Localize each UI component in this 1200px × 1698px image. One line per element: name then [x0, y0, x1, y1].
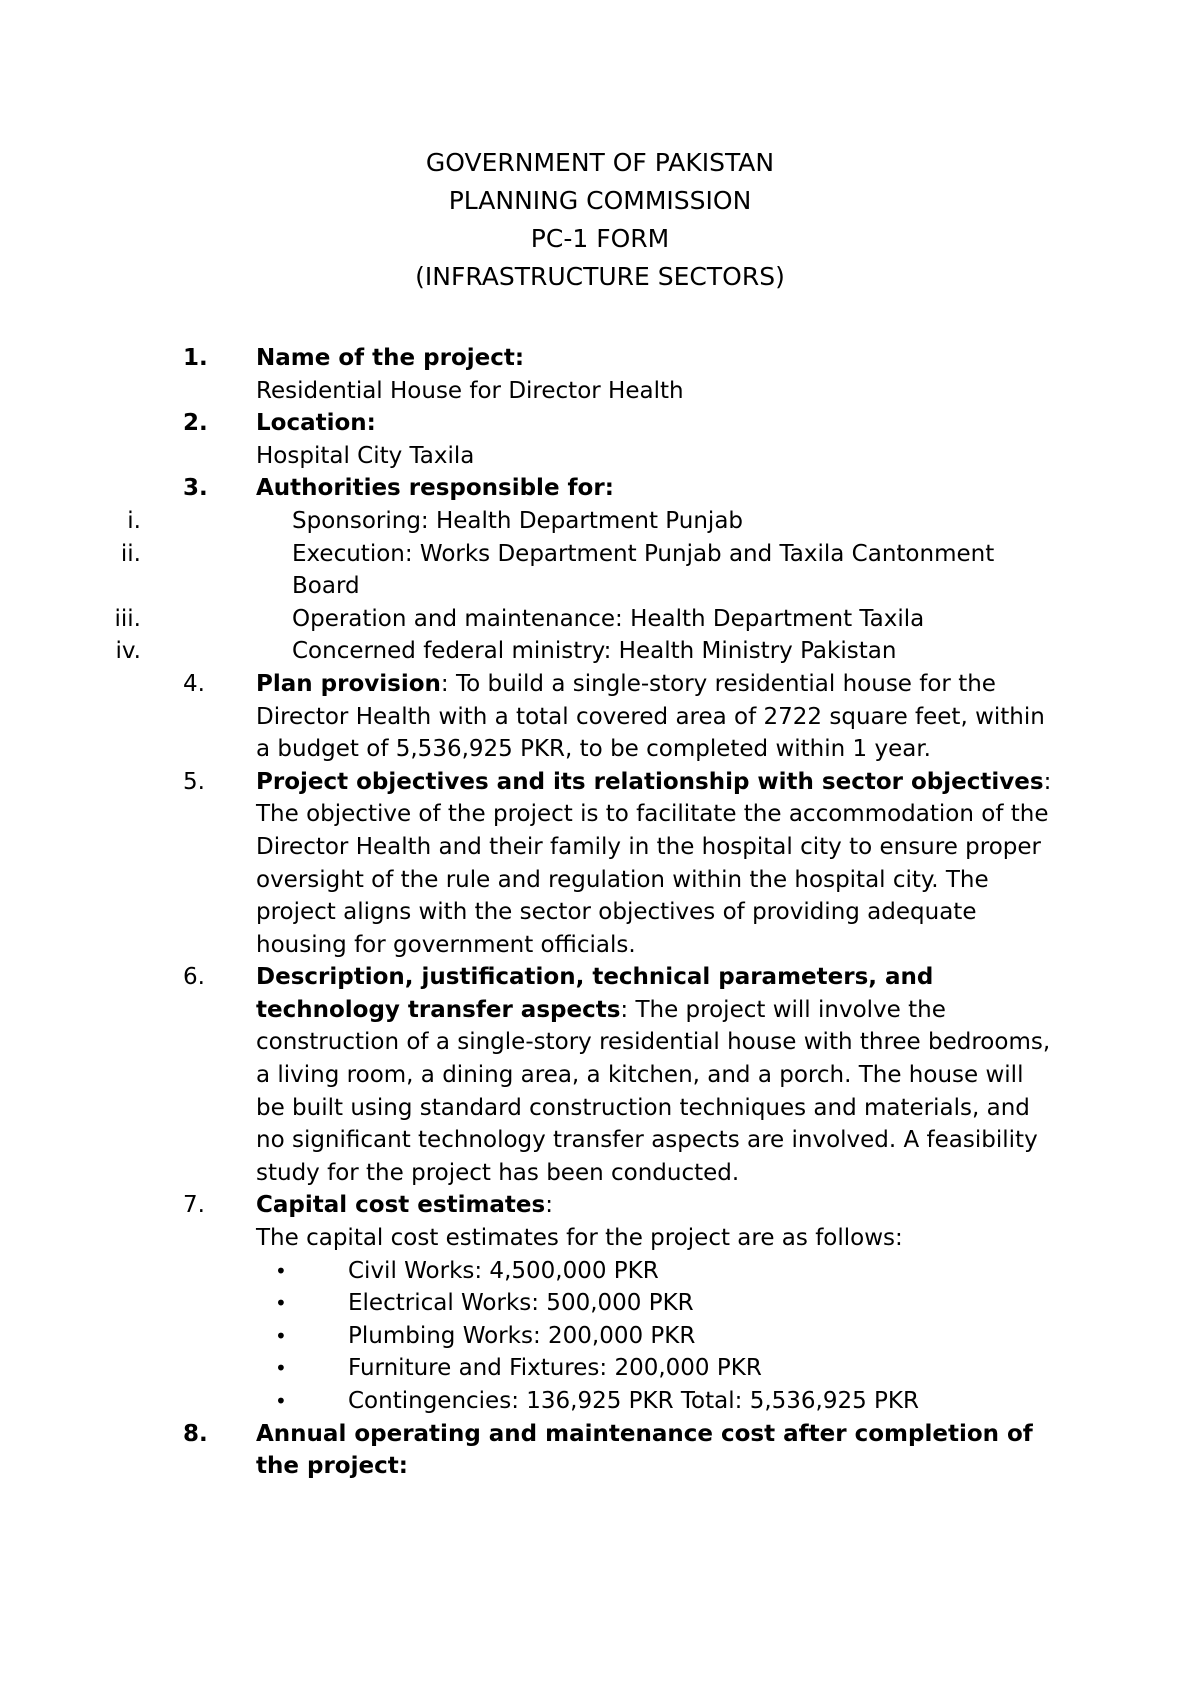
item-objectives — [0, 766, 1056, 962]
roman-numeral: iv. — [115, 638, 141, 665]
authority-text: Sponsoring: Health Department Punjab — [292, 507, 744, 534]
item-plan-provision — [0, 668, 1056, 766]
bullet-icon: • — [275, 1291, 287, 1316]
authority-text: Operation and maintenance: Health Department Taxila — [292, 605, 925, 632]
header-commission: PLANNING COMMISSION — [448, 186, 752, 215]
item-location — [0, 407, 1056, 472]
authority-text: Execution: Works Department Punjab and Taxila Cantonment Board — [292, 540, 995, 600]
item-heading: Plan provision — [256, 670, 441, 697]
cost-text: Plumbing Works: 200,000 PKR — [348, 1322, 696, 1349]
item-heading: Name of the project: — [256, 345, 525, 371]
item-description — [0, 961, 1056, 1189]
item-value: Hospital City Taxila — [256, 442, 475, 469]
item-number: 4. — [183, 670, 205, 697]
roman-numeral: ii. — [120, 540, 141, 567]
item-heading: Location: — [256, 410, 376, 437]
item-value: Residential House for Director Health — [256, 377, 684, 404]
cost-text: Furniture and Fixtures: 200,000 PKR — [348, 1355, 762, 1382]
item-text: : The project will involve the construction of a single-story residential house with three bedrooms, a living room, a dining area, a kitchen, and a porch. The house will be built using standard construction techniques and materials, and no significant technology transfer aspects are involved. A feasibility study for the project has been conducted. — [256, 996, 1051, 1186]
header-form-title: PC-1 FORM — [530, 224, 670, 253]
authority-ministry — [0, 635, 1056, 668]
cost-line-civil — [0, 1255, 1200, 1288]
header-sector: (INFRASTRUCTURE SECTORS) — [415, 262, 785, 291]
item-heading: Capital cost estimates — [256, 1192, 546, 1219]
item-authorities — [0, 472, 1056, 505]
item-number: 7. — [183, 1192, 205, 1219]
item-heading-colon: : — [1043, 768, 1052, 795]
bullet-icon: • — [275, 1323, 287, 1348]
item-text: : To build a single-story residential house for the Director Health with a total covered area of 2722 square feet, within a budget of 5,536,925 PKR, to be completed within 1 year. — [256, 670, 1045, 763]
cost-line-contingencies — [0, 1385, 1200, 1418]
authority-execution — [0, 538, 1056, 603]
bullet-icon: • — [275, 1389, 287, 1413]
header-government: GOVERNMENT OF PAKISTAN — [425, 148, 775, 177]
document-body — [0, 342, 1200, 1483]
item-annual-cost — [0, 1418, 1056, 1483]
roman-numeral: i. — [127, 507, 141, 534]
item-capital-cost — [0, 1189, 1056, 1254]
authority-sponsoring — [0, 505, 1056, 538]
cost-line-furniture — [0, 1352, 1200, 1385]
document-header — [0, 144, 1200, 296]
item-project-name — [0, 342, 1056, 407]
item-number: 1. — [183, 345, 208, 371]
bullet-icon: • — [275, 1356, 287, 1381]
item-number: 3. — [183, 475, 208, 502]
bullet-icon: • — [275, 1258, 287, 1283]
cost-line-plumbing — [0, 1320, 1200, 1353]
roman-numeral: iii. — [114, 605, 141, 632]
authority-text: Concerned federal ministry: Health Ministry Pakistan — [292, 638, 897, 665]
authority-operation — [0, 603, 1056, 636]
cost-text: Contingencies: 136,925 PKR Total: 5,536,925 PKR — [348, 1388, 919, 1414]
item-intro: The capital cost estimates for the project are as follows: — [256, 1225, 903, 1252]
cost-line-electrical — [0, 1287, 1200, 1320]
item-heading: Project objectives and its relationship with sector objectives — [256, 768, 1044, 795]
item-heading: Annual operating and maintenance cost after completion of the project: — [256, 1420, 1033, 1480]
item-number: 8. — [183, 1420, 208, 1447]
item-heading: Description, justification, technical parameters, and technology transfer aspects — [256, 964, 934, 1023]
item-heading: Authorities responsible for: — [256, 475, 614, 502]
item-text: The objective of the project is to facilitate the accommodation of the Director Health and their family in the hospital city to ensure proper oversight of the rule and regulation within the hospital city. The project aligns with the sector objectives of providing adequate housing for government officials. — [256, 801, 1049, 958]
item-number: 5. — [183, 768, 205, 795]
cost-text: Civil Works: 4,500,000 PKR — [348, 1257, 659, 1284]
item-number: 6. — [183, 964, 205, 991]
item-number: 2. — [183, 410, 208, 437]
item-heading-colon: : — [545, 1192, 553, 1219]
cost-text: Electrical Works: 500,000 PKR — [348, 1290, 694, 1317]
